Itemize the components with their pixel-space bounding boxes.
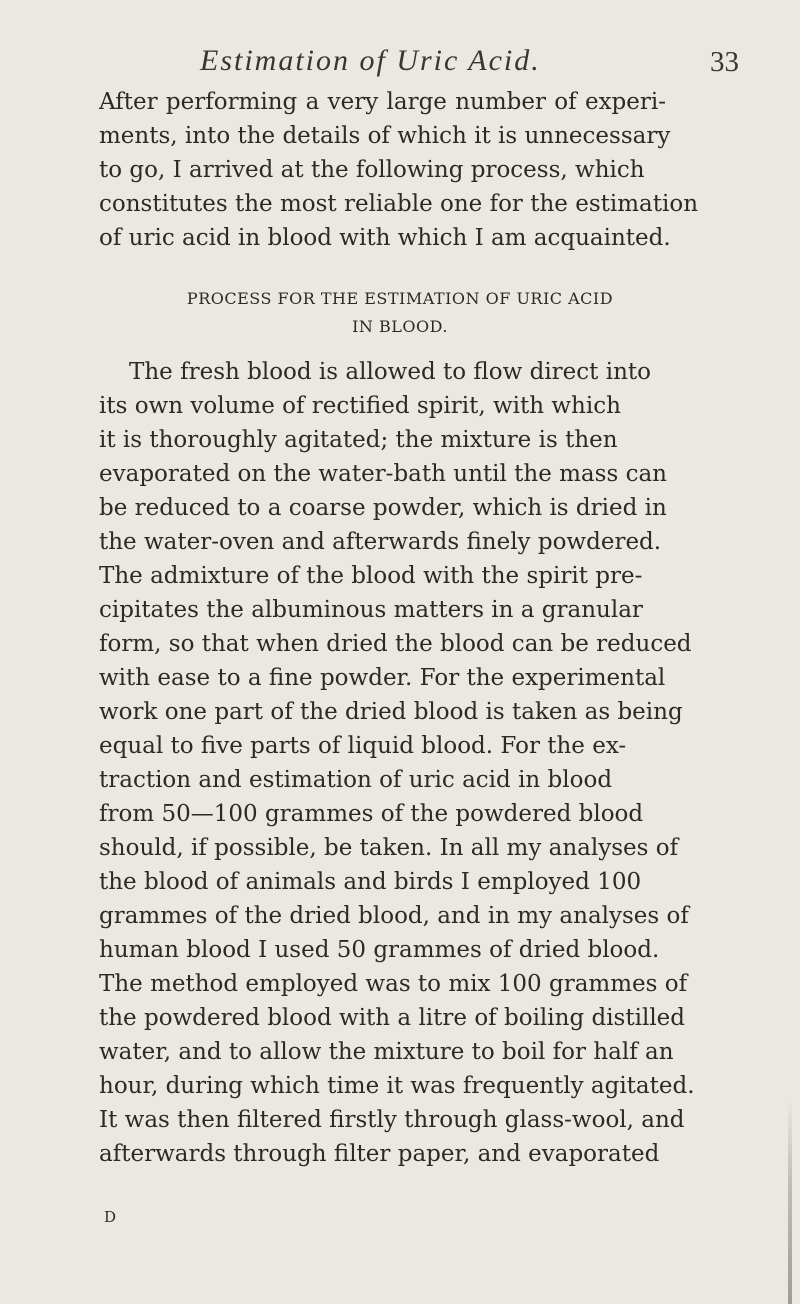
body-line: The fresh blood is allowed to flow direct into: [129, 359, 651, 385]
body-line: The admixture of the blood with the spirit pre-: [99, 563, 643, 589]
page-edge-shadow: [788, 1100, 792, 1304]
intro-line: constitutes the most reliable one for the estimation: [99, 191, 699, 217]
body-line: work one part of the dried blood is taken as being: [99, 699, 683, 725]
intro-line: ments, into the details of which it is unnecessary: [99, 123, 671, 149]
body-line: equal to five parts of liquid blood. For the ex-: [99, 733, 627, 759]
running-title: Estimation of Uric Acid.: [200, 44, 541, 77]
page-header: [0, 44, 800, 84]
body-line: be reduced to a coarse powder, which is dried in: [99, 495, 667, 521]
body-line: It was then filtered firstly through glass-wool, and: [99, 1107, 685, 1133]
intro-line: of uric acid in blood with which I am acquainted.: [99, 225, 671, 251]
intro-line: After performing a very large number of experi-: [99, 89, 666, 115]
body-line: afterwards through filter paper, and evaporated: [99, 1141, 660, 1167]
body-line: the water-oven and afterwards finely powdered.: [99, 529, 662, 555]
body-line: from 50—100 grammes of the powdered blood: [99, 801, 644, 827]
body-line: the blood of animals and birds I employed 100: [99, 869, 642, 895]
body-line: the powdered blood with a litre of boiling distilled: [99, 1005, 686, 1031]
section-heading-line-2: IN BLOOD.: [352, 317, 448, 336]
body-line: traction and estimation of uric acid in blood: [99, 767, 613, 793]
body-line: it is thoroughly agitated; the mixture is then: [99, 427, 618, 453]
body-line: evaporated on the water-bath until the mass can: [99, 461, 667, 487]
body-line: hour, during which time it was frequently agitated.: [99, 1073, 695, 1099]
intro-line: to go, I arrived at the following process, which: [99, 157, 645, 183]
page-number: 33: [710, 46, 739, 78]
body-line: cipitates the albuminous matters in a granular: [99, 597, 643, 623]
body-line: with ease to a fine powder. For the experimental: [99, 665, 666, 691]
body-line: should, if possible, be taken. In all my analyses of: [99, 835, 679, 861]
body-line: human blood I used 50 grammes of dried blood.: [99, 937, 660, 963]
body-line: water, and to allow the mixture to boil for half an: [99, 1039, 674, 1065]
signature-mark: D: [104, 1208, 117, 1226]
body-line: form, so that when dried the blood can be reduced: [99, 631, 692, 657]
body-line: its own volume of rectified spirit, with which: [99, 393, 621, 419]
body-line: The method employed was to mix 100 grammes of: [99, 971, 688, 997]
section-heading-line-1: PROCESS FOR THE ESTIMATION OF URIC ACID: [186, 289, 614, 308]
body-line: grammes of the dried blood, and in my analyses of: [99, 903, 689, 929]
